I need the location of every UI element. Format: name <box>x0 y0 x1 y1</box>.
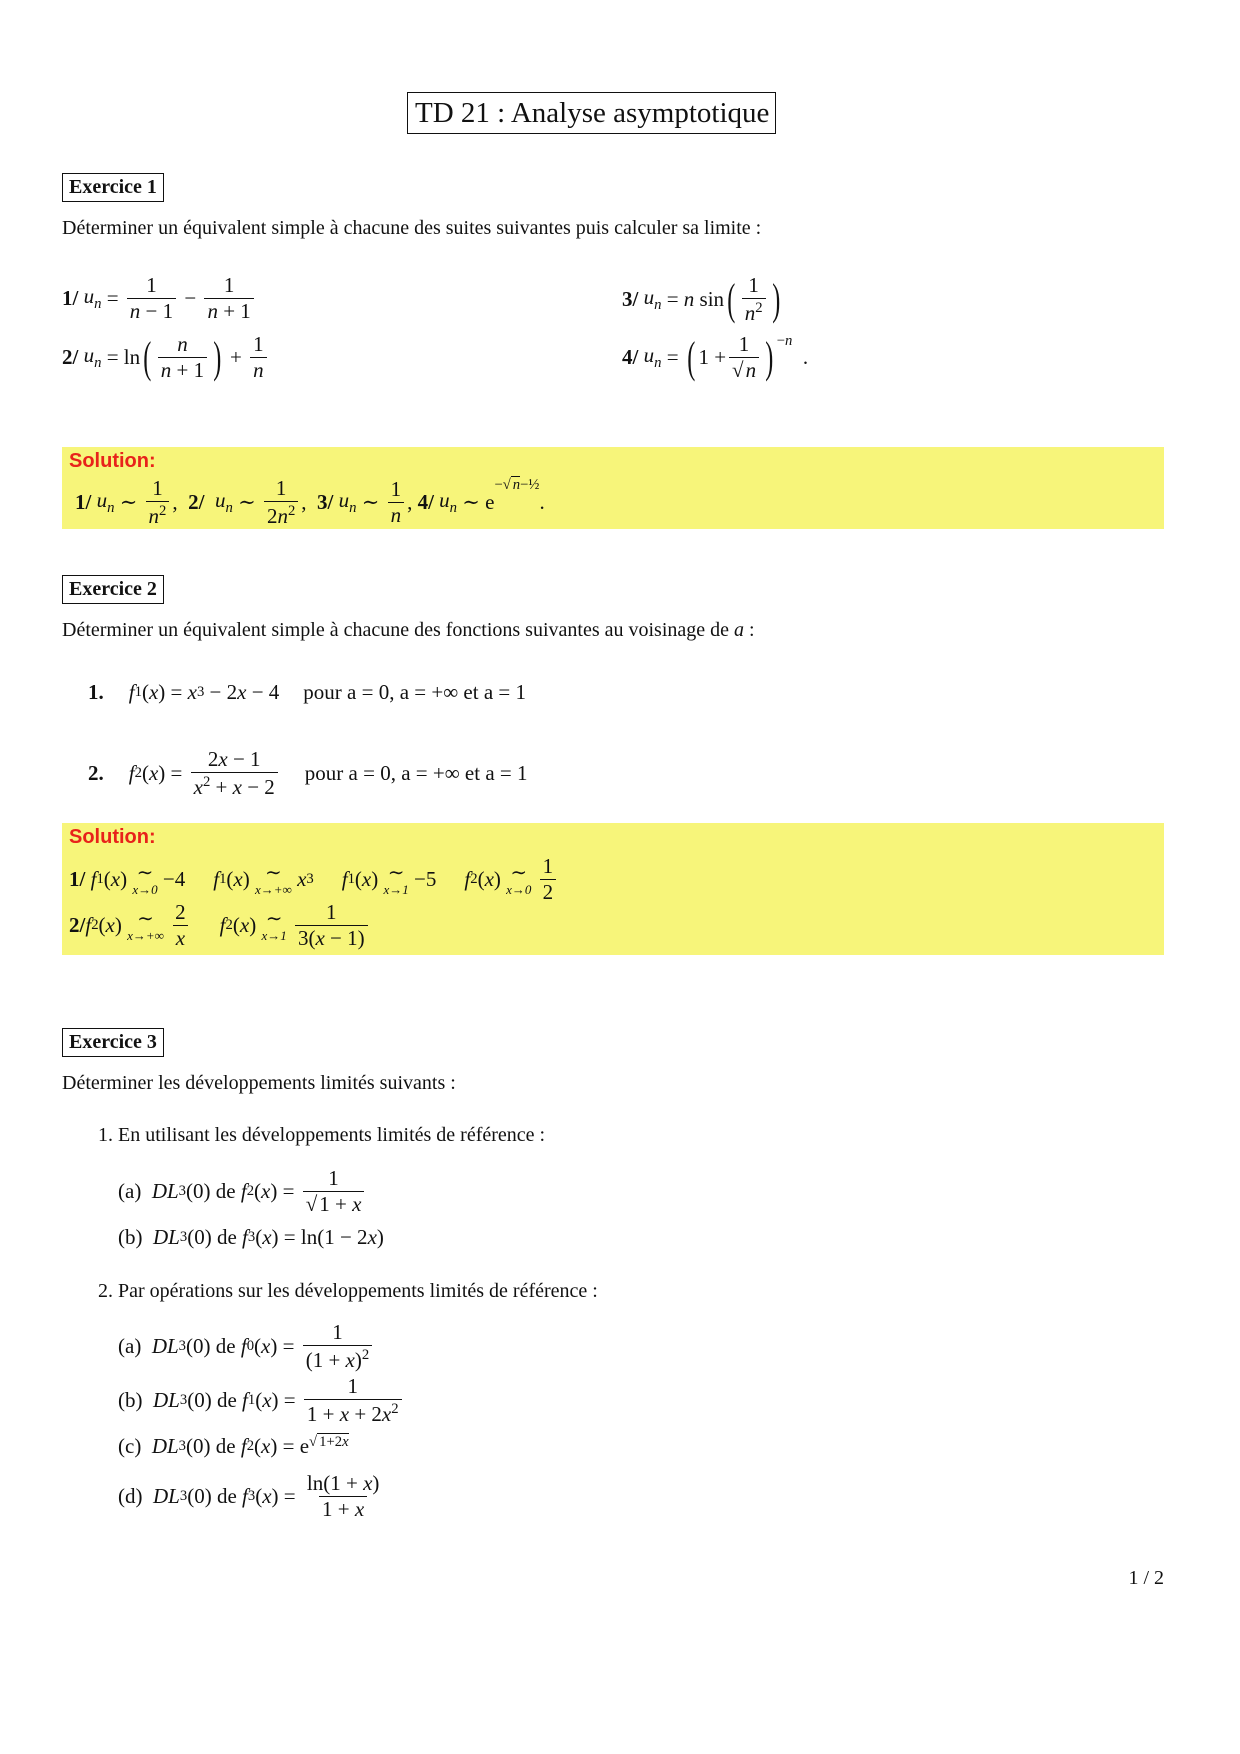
ex3-part-2-item-c: (c) DL 3 (0) de f 2 ( x ) = e √ 1+2x <box>118 1434 349 1458</box>
ex1-item-1-number: 1/ <box>62 286 79 311</box>
ex3-2c-de: de <box>215 1434 236 1458</box>
ex3-part-1-item-a: (a) DL 3 (0) de f 2 ( x ) = $\frac{1}{√1 + x}$ <box>118 1167 367 1216</box>
ex3-part-2-item-a: (a) DL 3 (0) de f 0 ( x ) = $\frac{1}{(1 + x)^2}$ <box>118 1321 375 1372</box>
page-number: 1 / 2 <box>1128 1567 1164 1589</box>
solution-2-line-1: 1/ f 1 ( x ) ∼ x→0 −4 f 1 ( x ) ∼ x→+∞ x 3 f 1 ( x ) ∼ x→1 −5 f 2 ( x ) ∼ x→0 $\frac{1}{2}$ <box>69 855 559 904</box>
solution-2-heading: Solution: <box>69 826 156 848</box>
solution-1-heading: Solution: <box>69 450 156 472</box>
ex3-2a-label: (a) <box>118 1334 142 1359</box>
ex3-part-2: 2. Par opérations sur les développements limités de référence : <box>98 1280 598 1302</box>
ex3-2c-label: (c) <box>118 1434 142 1458</box>
ex2-item-2: 2. f 2 ( x ) = $\frac{2x - 1}{x^2 + x - 2}$ pour a = 0, a = +∞ et a = 1 <box>88 747 528 800</box>
ex3-2b-label: (b) <box>118 1388 143 1413</box>
ex3-part-2-item-b: (b) DL 3 (0) de f 1 ( x ) = $\frac{1}{1 + x + 2x^2}$ <box>118 1375 405 1426</box>
ex3-part-1: 1. En utilisant les développements limités de référence : <box>98 1124 546 1146</box>
ex1-item-3-number: 3/ <box>622 287 639 312</box>
ex1-item-4: 4/ $u_n$ = ( 1 + $\frac{1}{√n}$ ) $^{-n}$ . <box>622 332 809 383</box>
exercise-2-intro-end: : <box>744 619 755 641</box>
ex2-item-1-number: 1. <box>88 680 104 704</box>
solution-2-box <box>62 823 1164 955</box>
ex3-part-1-item-b: (b) DL 3 (0) de f 3 ( x ) = ln(1 − 2 x ) <box>118 1225 384 1249</box>
sol1-n1: 1/ <box>75 490 92 515</box>
sol1-n4: 4/ <box>417 490 434 515</box>
ex3-part-2-item-d: (d) DL 3 (0) de f 3 ( x ) = $\frac{\ln(1 + x)}{1 + x}$ <box>118 1471 380 1522</box>
ex2-item-1: 1. f 1 ( x ) = x 3 − 2 x − 4 pour a = 0, a = +∞ et a = 1 <box>88 680 527 704</box>
solution-1-box <box>62 447 1164 529</box>
page-title: TD 21 : Analyse asymptotique <box>407 92 776 134</box>
ex3-2d-label: (d) <box>118 1484 143 1509</box>
ex2-item-2-number: 2. <box>88 761 104 786</box>
exercise-1-intro: Déterminer un équivalent simple à chacune des suites suivantes puis calculer sa limite : <box>62 217 762 239</box>
ex3-1a-label: (a) <box>118 1179 142 1204</box>
exercise-2-intro-var: a <box>734 619 745 641</box>
exercise-3-intro: Déterminer les développements limités suivants : <box>62 1072 456 1094</box>
ex2-item-2-condition: pour a = 0, a = +∞ et a = 1 <box>304 761 528 786</box>
ex1-item-2: 2/ $u_n$ = ln ( $\frac{n}{n + 1}$ ) + $\frac{1}{n}$ <box>62 333 270 382</box>
ex3-1a-de: de <box>215 1179 236 1204</box>
ex1-item-1: 1/ $u_n$ = $\frac{1}{n - 1}$ − $\frac{1}{n + 1}$ <box>62 274 257 323</box>
exercise-2-intro-text: Déterminer un équivalent simple à chacune des fonctions suivantes au voisinage de <box>62 619 730 641</box>
ex3-1b-label: (b) <box>118 1225 143 1249</box>
ex3-2b-de: de <box>216 1388 237 1413</box>
exercise-2-label: Exercice 2 <box>62 575 164 604</box>
solution-2-line-2: 2/ f 2 ( x ) ∼ x→+∞ $\frac{2}{x}$ f 2 ( x ) ∼ x→1 $\frac{1}{3(x - 1)}$ <box>69 901 371 950</box>
ex1-item-4-number: 4/ <box>622 345 639 370</box>
ex1-item-2-number: 2/ <box>62 345 79 370</box>
sol1-n3: 3/ <box>317 490 334 515</box>
sol2-n1: 1/ <box>69 867 86 892</box>
sol1-n2: 2/ <box>188 490 205 515</box>
sol2-n2: 2/ <box>69 913 86 938</box>
ex1-item-3: 3/ $u_n$ = n sin ( $\frac{1}{n^2}$ ) <box>622 273 780 326</box>
ex3-2a-de: de <box>215 1334 236 1359</box>
exercise-2-intro <box>62 619 755 642</box>
solution-1-content: 1/ $u_n$ ∼ $\frac{1}{n^2}$ , 2/ $u_n$ ∼ $\frac{1}{2n^2}$ , 3/ $u_n$ ∼ $\frac{1}{n}$ , 4/ $u_n$ ∼ e $^{-√ n -\frac{1}{2}}$ . <box>75 476 545 529</box>
ex2-item-1-condition: pour a = 0, a = +∞ et a = 1 <box>303 680 527 704</box>
ex3-2d-de: de <box>216 1484 237 1509</box>
ex3-1b-de: de <box>216 1225 237 1249</box>
exercise-1-label: Exercice 1 <box>62 173 164 202</box>
exercise-3-label: Exercice 3 <box>62 1028 164 1057</box>
